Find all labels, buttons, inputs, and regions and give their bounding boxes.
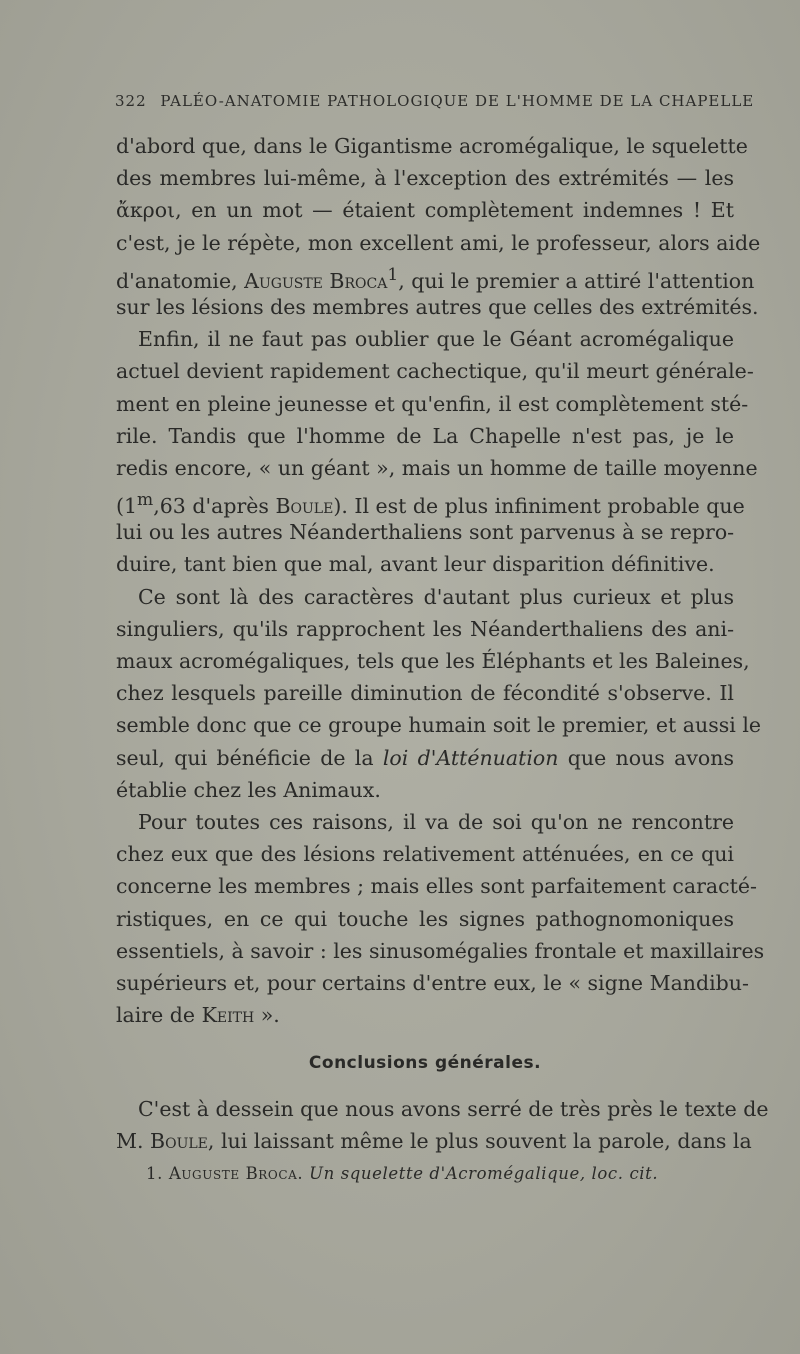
text-line: des membres lui-même, à l'exception des extrémités — les (116, 166, 734, 191)
text-line: ment en pleine jeunesse et qu'enfin, il est complètement sté- (116, 391, 749, 416)
page-number: 322 (115, 92, 147, 110)
text-line: c'est, je le répète, mon excellent ami, le professeur, alors aide (116, 230, 761, 255)
text-line: singuliers, qu'ils rapprochent les Néanderthaliens des ani- (116, 616, 734, 641)
footnote (116, 1164, 734, 1183)
text-line: lui ou les autres Néanderthaliens sont parvenus à se repro- (116, 520, 735, 545)
author-name: Auguste Broca (244, 268, 388, 293)
text-line: ristiques, en ce qui touche les signes pathognomoniques (116, 906, 734, 931)
footnote-ref[interactable]: 1 (387, 264, 399, 285)
text-line: (1$^m$,63 d'après Boule). Il est de plus infiniment probable que (116, 490, 745, 518)
author-name: Keith (201, 1003, 255, 1028)
text-line: maux acromégaliques, tels que les Éléphants et les Baleines, (116, 649, 750, 673)
text-line: C'est à dessein que nous avons serré de très près le texte de (138, 1097, 769, 1122)
section-title: Conclusions générales. (308, 1053, 542, 1074)
text-line: chez lesquels pareille diminution de fécondité s'observe. Il (116, 681, 734, 706)
text-line: seul, qui bénéficie de la loi d'Atténuation que nous avons (116, 745, 734, 770)
law-name: loi d'Atténuation (382, 745, 559, 770)
text-line: Pour toutes ces raisons, il va de soi qu'on ne rencontre (138, 809, 734, 834)
author-name: Boule (275, 493, 334, 518)
text-line: actuel devient rapidement cachectique, qu'il meurt générale- (116, 359, 754, 384)
text-line: semble donc que ce groupe humain soit le premier, et aussi le (116, 713, 762, 738)
text-line: établie chez les Animaux. (116, 777, 381, 802)
text-line: Ce sont là des caractères d'autant plus curieux et plus (138, 584, 734, 609)
running-header (115, 92, 755, 110)
text-line: redis encore, « un géant », mais un homme de taille moyenne (116, 455, 758, 480)
footnote-author: Auguste Broca. (168, 1163, 304, 1183)
text-line: d'anatomie, Auguste Broca$^1$, qui le premier a attiré l'attention (116, 264, 755, 293)
footnote-title: Un squelette d'Acromégalique, loc. cit. (309, 1163, 659, 1183)
text-line: supérieurs et, pour certains d'entre eux, le « signe Mandibu- (116, 970, 749, 995)
text-line: chez eux que des lésions relativement atténuées, en ce qui (116, 842, 734, 867)
text-line: rile. Tandis que l'homme de La Chapelle n'est pas, je le (116, 423, 734, 448)
text-line: Enfin, il ne faut pas oublier que le Géant acromégalique (138, 327, 734, 352)
text-line: sur les lésions des membres autres que celles des extrémités. (116, 294, 759, 319)
text-line: laire de Keith ». (116, 1003, 280, 1028)
text-line: concerne les membres ; mais elles sont parfaitement caracté- (116, 874, 757, 899)
text-line: M. Boule, lui laissant même le plus souvent la parole, dans la (116, 1129, 752, 1154)
running-title: PALÉO-ANATOMIE PATHOLOGIQUE DE L'HOMME DE LA CHAPELLE (160, 92, 755, 110)
text-line: d'abord que, dans le Gigantisme acromégalique, le squelette (116, 134, 748, 158)
text-line: ἄκροι, en un mot — étaient complètement indemnes ! Et (116, 198, 734, 223)
text-line: duire, tant bien que mal, avant leur disparition définitive. (116, 552, 715, 577)
main-text (116, 130, 769, 1183)
footnote-number: 1. (146, 1163, 163, 1183)
author-name: Boule (150, 1129, 208, 1154)
text-line: essentiels, à savoir : les sinusomégalies frontale et maxillaires (116, 938, 765, 963)
